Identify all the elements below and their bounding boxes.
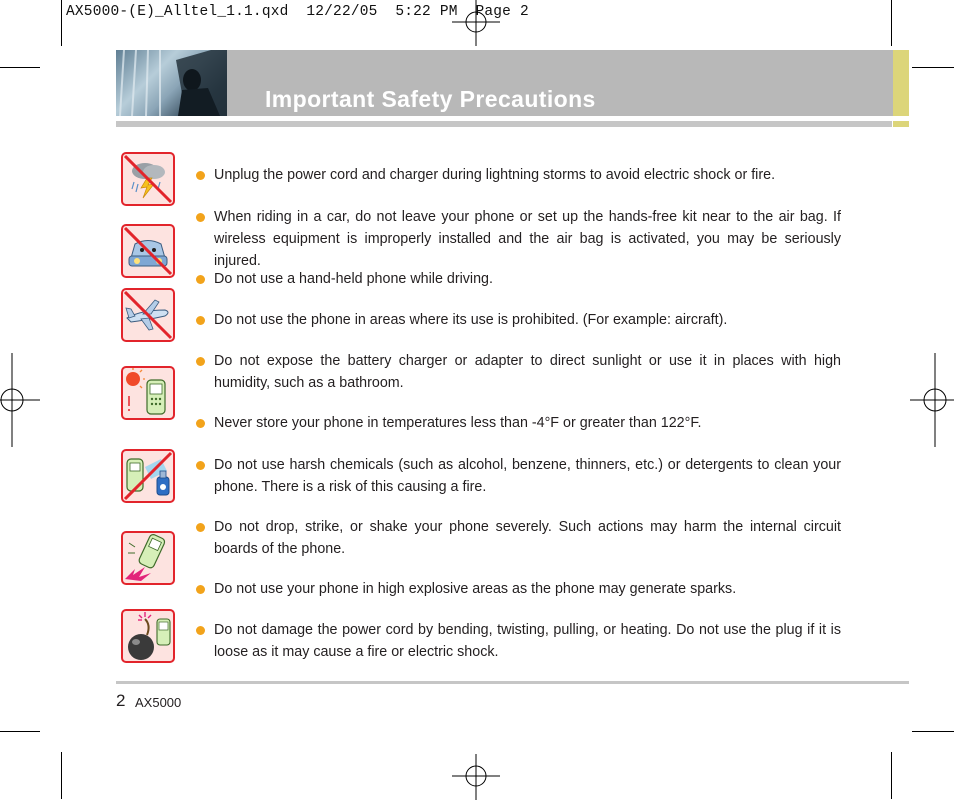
page-title: Important Safety Precautions bbox=[265, 86, 596, 112]
lightning-storm-prohibited-icon bbox=[121, 152, 175, 206]
drop-phone-warning-icon bbox=[121, 531, 175, 585]
list-item: Do not use harsh chemicals (such as alcohol, benzene, thinners, etc.) or detergents to clean your phone. There is a risk of this causing a fire. bbox=[196, 454, 841, 498]
bullet-dot bbox=[196, 171, 205, 180]
bullet-dot bbox=[196, 213, 205, 222]
list-item: Never store your phone in temperatures less than -4°F or greater than 122°F. bbox=[196, 412, 841, 434]
list-item: Do not damage the power cord by bending, twisting, pulling, or heating. Do not use the plug if it is loose as it may cause a fire or electric shock. bbox=[196, 619, 841, 663]
bullet-dot bbox=[196, 316, 205, 325]
registration-mark-icon bbox=[0, 353, 46, 447]
bullet-dot bbox=[196, 523, 205, 532]
list-item: Unplug the power cord and charger during lightning storms to avoid electric shock or fire. bbox=[196, 164, 841, 186]
header-rule bbox=[116, 121, 892, 127]
sunlight-heat-warning-icon bbox=[121, 366, 175, 420]
header-photo bbox=[116, 50, 227, 116]
footer-rule bbox=[116, 681, 909, 684]
registration-mark-icon bbox=[908, 353, 954, 447]
bullet-dot bbox=[196, 419, 205, 428]
bullet-dot bbox=[196, 585, 205, 594]
car-prohibited-icon bbox=[121, 224, 175, 278]
page-number: 2 bbox=[116, 691, 126, 710]
list-item: Do not use a hand-held phone while driving. bbox=[196, 268, 841, 290]
model-name: AX5000 bbox=[135, 695, 182, 710]
list-item: Do not use the phone in areas where its use is prohibited. (For example: aircraft). bbox=[196, 309, 841, 331]
list-item: Do not expose the battery charger or adapter to direct sunlight or use it in places with high humidity, such as a bathroom. bbox=[196, 350, 841, 394]
chemical-cleaner-prohibited-icon bbox=[121, 449, 175, 503]
aircraft-prohibited-icon bbox=[121, 288, 175, 342]
bullet-dot bbox=[196, 357, 205, 366]
header-accent-tab bbox=[893, 50, 909, 116]
list-item: When riding in a car, do not leave your phone or set up the hands-free kit near to the air bag. If wireless equipment is improperly installed and the air bag is activated, you may be seriously injured. bbox=[196, 206, 841, 272]
list-item: Do not drop, strike, or shake your phone severely. Such actions may harm the internal circuit boards of the phone. bbox=[196, 516, 841, 560]
registration-mark-icon bbox=[452, 752, 500, 800]
print-slug: AX5000-(E)_Alltel_1.1.qxd 12/22/05 5:22 PM Page 2 bbox=[66, 4, 529, 20]
bullet-dot bbox=[196, 275, 205, 284]
explosive-bomb-warning-icon bbox=[121, 609, 175, 663]
bullet-dot bbox=[196, 461, 205, 470]
list-item: Do not use your phone in high explosive areas as the phone may generate sparks. bbox=[196, 578, 841, 600]
header-rule-accent bbox=[893, 121, 909, 127]
registration-mark-icon bbox=[452, 0, 500, 48]
bullet-dot bbox=[196, 626, 205, 635]
